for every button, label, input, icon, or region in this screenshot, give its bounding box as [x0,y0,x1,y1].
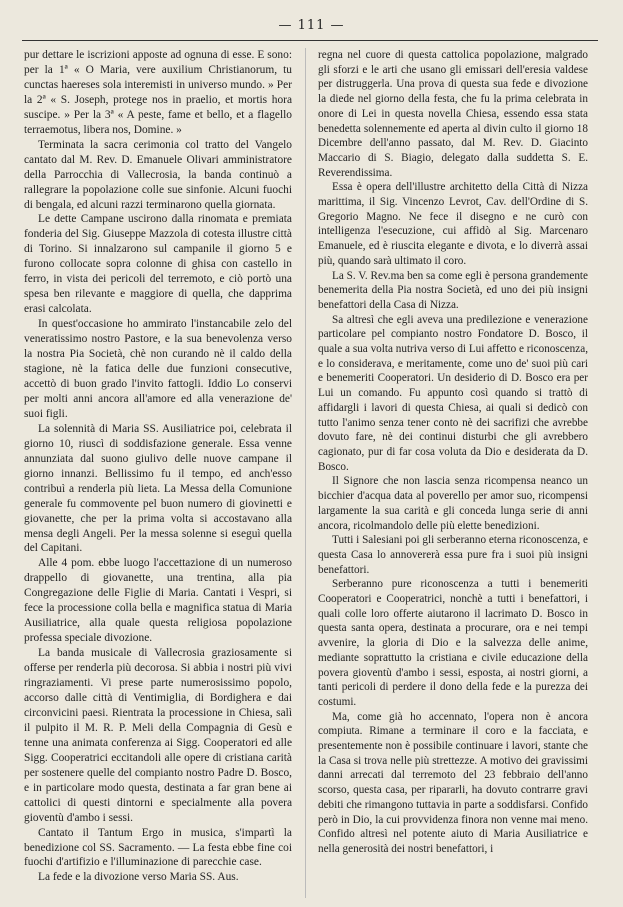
header-rule [22,40,598,41]
paragraph: Terminata la sacra cerimonia col tratto del Vangelo cantato dal M. Rev. D. Emanuele Olivari amministratore della Parrocchia di Vallecrosia, la banda continuò a rallegrare la popolazione colle sue sinfonie. Alcuni fuochi di bengala, ed alcuni razzi terminarono quella giornata. [24,138,292,211]
paragraph: Essa è opera dell'illustre architetto della Città di Nizza marittima, il Sig. Vincenzo Levrot, Cav. dell'Ordine di S. Gregorio Magno. Ne fece il disegno e ne curò con intelligenza l'esecuzione, cui affidò al Sig. Marcenaro Emanuele, ed è riuscita elegante e divota, e lo diverrà assai più, quando sarà ultimato il coro. [318,181,588,267]
paragraph: Il Signore che non lascia senza ricompensa neanco un bicchier d'acqua data al poverello per amor suo, ricompensi largamente la sua carità e gli conceda lunga serie di anni ancora, ricolmandolo delle più elette benedizioni. [318,475,588,532]
paragraph: La fede e la divozione verso Maria SS. Aus. [38,871,239,884]
paragraph: regna nel cuore di questa cattolica popolazione, malgrado gli sforzi e le arti che usano gli emissari dell'eresia valdese per distruggerla. Una prova di questa sua fede e divozione la diede nel giorno della festa, che fu la prima celebrata in onore di Lei in questa novella Chiesa, essendo essa stata benedetta solennemente ed aperta al divin culto il giorno 18 Dicembre dell'anno passato, dal M. Rev. D. Giacinto Maccario di S. Biagio, delegato dalla suddetta S. E. Reverendissima. [318,49,588,179]
paragraph: Sa altresì che egli aveva una predilezione e venerazione particolare pel compianto nostro Fondatore D. Bosco, il quale a sua volta nutriva verso di Lui affetto e riconoscenza, e lo considerava, e meritamente, come uno de' suoi più cari e benemeriti Cooperatori. Un desiderio di D. Bosco era per Lui un comando. Fu appunto così quando si trattò di affidargli i lavori di questa Chiesa, ai quali si dedicò con tutto l'animo senza tener conto nè dei sacrifizi che avrebbe dovuto fare, nè dei continui disturbi che gli avrebbero cagionato, pur di far cosa voluta da Dio e desiderata da D. Bosco. [318,313,588,473]
column-divider [305,48,306,898]
right-column [318,48,588,898]
paragraph: Tutti i Salesiani poi gli serberanno eterna riconoscenza, e questa Casa lo annovererà essa pure fra i suoi più insigni benefattori. [318,534,588,576]
page-number: — 111 — [278,18,345,33]
left-column [24,48,292,898]
paragraph: Ma, come già ho accennato, l'opera non è ancora compiuta. Rimane a terminare il coro e la facciata, e presentemente non è possibile continuare i lavori, stante che la Casa si trova nelle più strettezze. A motivo dei gravissimi danni arrecati dal terremoto del 23 febbraio dell'anno scorso, questa casa, per ripararli, ha dovuto contrarre gravi debiti che rimangono tuttavia in parte a soddisfarsi. Confido però in Dio, la cui provvidenza finora non venne mai meno. Confido altresì nel potente aiuto di Maria Ausiliatrice e nella generosità dei nostri benefattori, i [318,710,588,855]
paragraph: La S. V. Rev.ma ben sa come egli è persona grandemente benemerita della Pia nostra Società, ed uno dei più insigni benefattori della Casa di Nizza. [318,269,588,311]
paragraph: Cantato il Tantum Ergo in musica, s'impartì la benedizione col SS. Sacramento. — La festa ebbe fine coi fuochi d'artifizio e l'illuminazione di parecchie case. [24,826,292,869]
paragraph: pur dettare le iscrizioni apposte ad ognuna di esse. E sono: per la 1ª « O Maria, vere auxilium Christianorum, tu cunctas haereses sola interemisti in universo mundo. » Per la 2ª « S. Joseph, protege nos in praelio, et mortis hora suscipe. » Per la 3ª « A peste, fame et bello, et a flagello terraemotus, libera nos, Domine. » [24,49,292,136]
paragraph: La solennità di Maria SS. Ausiliatrice poi, celebrata il giorno 10, riuscì di soddisfazione generale. Essa venne annunziata dal suono giulivo delle nuove campane il giorno innanzi. Bellissimo fu il tempo, ed anch'esso contribuì a renderla più lieta. La Messa della Comunione generale fu commovente pel buon numero di giovinetti e giovanette, che per la prima volta si accostavano alla mensa degli Angeli. Per la messa solenne si eseguì quella del Capitani. [24,422,292,555]
paragraph: Le dette Campane uscirono dalla rinomata e premiata fonderia del Sig. Giuseppe Mazzola di cotesta illustre città di Torino. Si innalzarono sul campanile il giorno 5 e furono collocate sopra colonne di ghisa con castello in ferro, in vista dei pericoli del terremoto, e ciò portò una spesa ben rilevante e maggiore di quella, che dapprima erasi calcolata. [24,213,292,316]
paragraph: In quest'occasione ho ammirato l'instancabile zelo del veneratissimo nostro Pastore, e la sua benevolenza verso la nostra Pia Società, chè non curando nè il caldo della stagione, nè la fatica delle due funzioni consecutive, accettò di buon grado l'invito fattogli. Iddio Lo conservi per molti anni ancora all'amore ed alla venerazione de' suoi figli. [24,318,292,420]
paragraph: Serberanno pure riconoscenza a tutti i benemeriti Cooperatori e Cooperatrici, nonchè a tutti i benefattori, i quali colle loro offerte aiutarono il lacrimato D. Bosco in questa santa opera, destinata a procurare, ora e nei tempi avvenire, la gloria di Dio e la salvezza delle anime, mediante soprattutto la cristiana e civile educazione della povera gioventù d'ambo i sessi, esposta, ai nostri giorni, a tanti pericoli di perdere il dono della fede e la purezza dei costumi. [318,578,588,708]
paragraph: La banda musicale di Vallecrosia graziosamente si offerse per renderla più decorosa. Si abbia i nostri più vivi ringraziamenti. Vi prese parte numerosissimo popolo, accorso dalle città di Ventimiglia, di Bordighera e dai circonvicini paesi. Rientrata la processione in Chiesa, salì il pulpito il M. R. P. Meli della Compagnia di Gesù e tenne una animata conferenza ai Sigg. Cooperatori ed alle Sigg. Cooperatrici eccitandoli alle opere di cristiana carità per sostenere quelle del compianto nostro Padre D. Bosco, e in particolare modo questa, destinata a far gran bene ai cattolici di questi dintorni e specialmente alla povera gioventù d'ambo i sessi. [24,647,292,824]
paragraph: Alle 4 pom. ebbe luogo l'accettazione di un numeroso drappello di giovanette, una trentina, alla pia Congregazione delle Figlie di Maria. Cantati i Vespri, si fece la processione colla bella e magnifica statua di Maria Ausiliatrice, alla quale questa religiosa popolazione professa speciale divozione. [24,557,292,645]
